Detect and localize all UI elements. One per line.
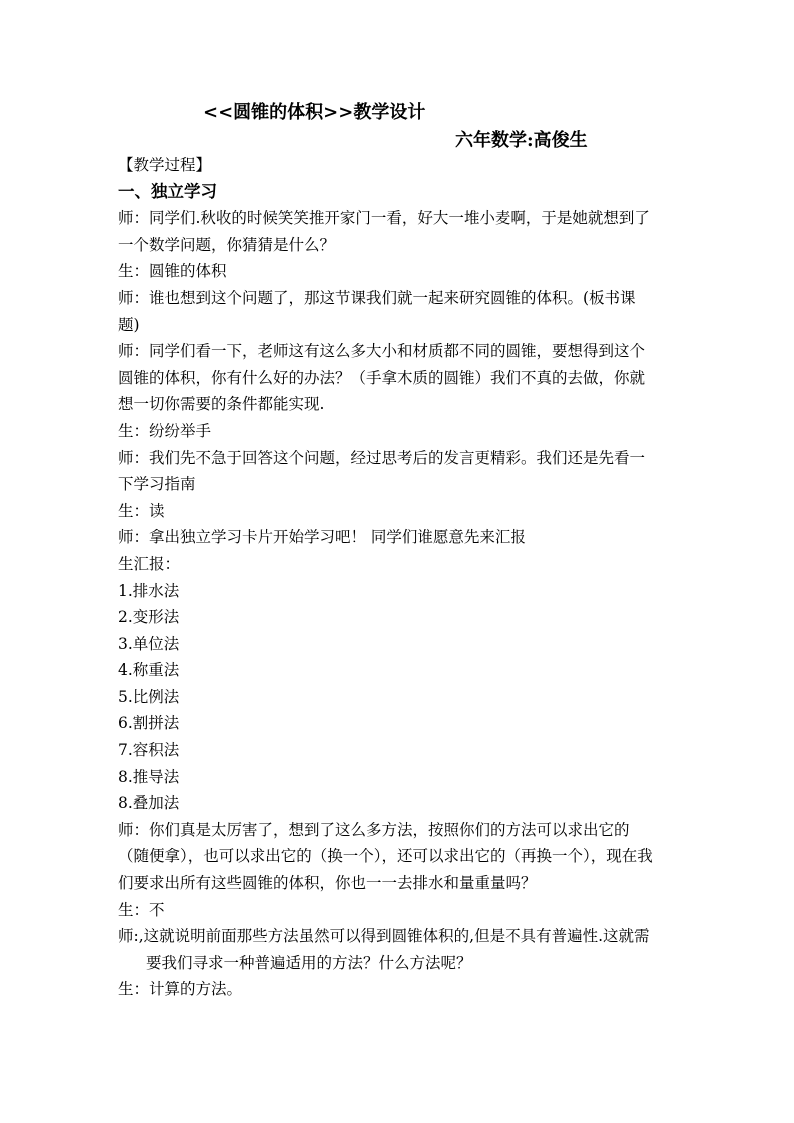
dialogue-line: 想一切你需要的条件都能实现.	[118, 395, 325, 414]
dialogue-block	[118, 205, 680, 577]
method-item: 1.排水法	[118, 581, 180, 600]
dialogue-line: （随便拿），也可以求出它的（换一个），还可以求出它的（再换一个），现在我	[118, 847, 653, 866]
dialogue-line: 们要求出所有这些圆锥的体积，你也一一去排水和量重量吗？	[118, 874, 537, 893]
dialogue-line: 题)	[118, 315, 140, 334]
dialogue-line: 一个数学问题，你猜猜是什么？	[118, 235, 336, 254]
dialogue-line: 生：不	[118, 900, 165, 919]
method-item: 4.称重法	[118, 661, 180, 680]
method-item: 8.推导法	[118, 767, 180, 786]
dialogue-line: 师：同学们.秋收的时候笑笑推开家门一看，好大一堆小麦啊，于是她就想到了	[118, 209, 650, 228]
dialogue-line: 师：我们先不急于回答这个问题，经过思考后的发言更精彩。我们还是先看一	[118, 448, 646, 467]
method-item: 8.叠加法	[118, 794, 180, 813]
dialogue-line: 师:,这就说明前面那些方法虽然可以得到圆锥体积的,但是不具有普遍性.这就需	[118, 927, 650, 946]
author-line: 六年数学:高俊生	[455, 130, 588, 151]
method-item: 3.单位法	[118, 634, 180, 653]
dialogue-line: 师：你们真是太厉害了，想到了这么多方法，按照你们的方法可以求出它的	[118, 820, 630, 839]
dialogue-line: 师：拿出独立学习卡片开始学习吧！ 同学们谁愿意先来汇报	[118, 528, 526, 547]
dialogue-line: 师：同学们看一下，老师这有这么多大小和材质都不同的圆锥，要想得到这个	[118, 342, 646, 361]
method-item: 6.割拼法	[118, 714, 180, 733]
dialogue-line: 生：计算的方法。	[118, 980, 243, 999]
subsection-heading: 一、独立学习	[118, 181, 217, 201]
dialogue-line: 生：圆锥的体积	[118, 262, 227, 281]
document-title: <<圆锥的体积>>教学设计	[203, 102, 426, 123]
dialogue-line: 圆锥的体积，你有什么好的办法？（手拿木质的圆锥）我们不真的去做，你就	[118, 368, 646, 387]
methods-list	[118, 578, 680, 817]
dialogue-line: 下学习指南	[118, 475, 196, 494]
method-item: 2.变形法	[118, 608, 180, 627]
method-item: 5.比例法	[118, 687, 180, 706]
method-item: 7.容积法	[118, 741, 180, 760]
document-body	[118, 152, 680, 1003]
section-label: 【教学过程】	[118, 156, 212, 174]
dialogue-line: 要我们寻求一种普遍适用的方法？什么方法呢？	[146, 953, 472, 972]
dialogue-line: 生汇报：	[118, 554, 181, 573]
closing-block	[118, 817, 680, 1003]
dialogue-line: 生：纷纷举手	[118, 421, 212, 440]
dialogue-line: 生：读	[118, 501, 165, 520]
dialogue-line: 师：谁也想到这个问题了，那这节课我们就一起来研究圆锥的体积。(板书课	[118, 288, 636, 307]
